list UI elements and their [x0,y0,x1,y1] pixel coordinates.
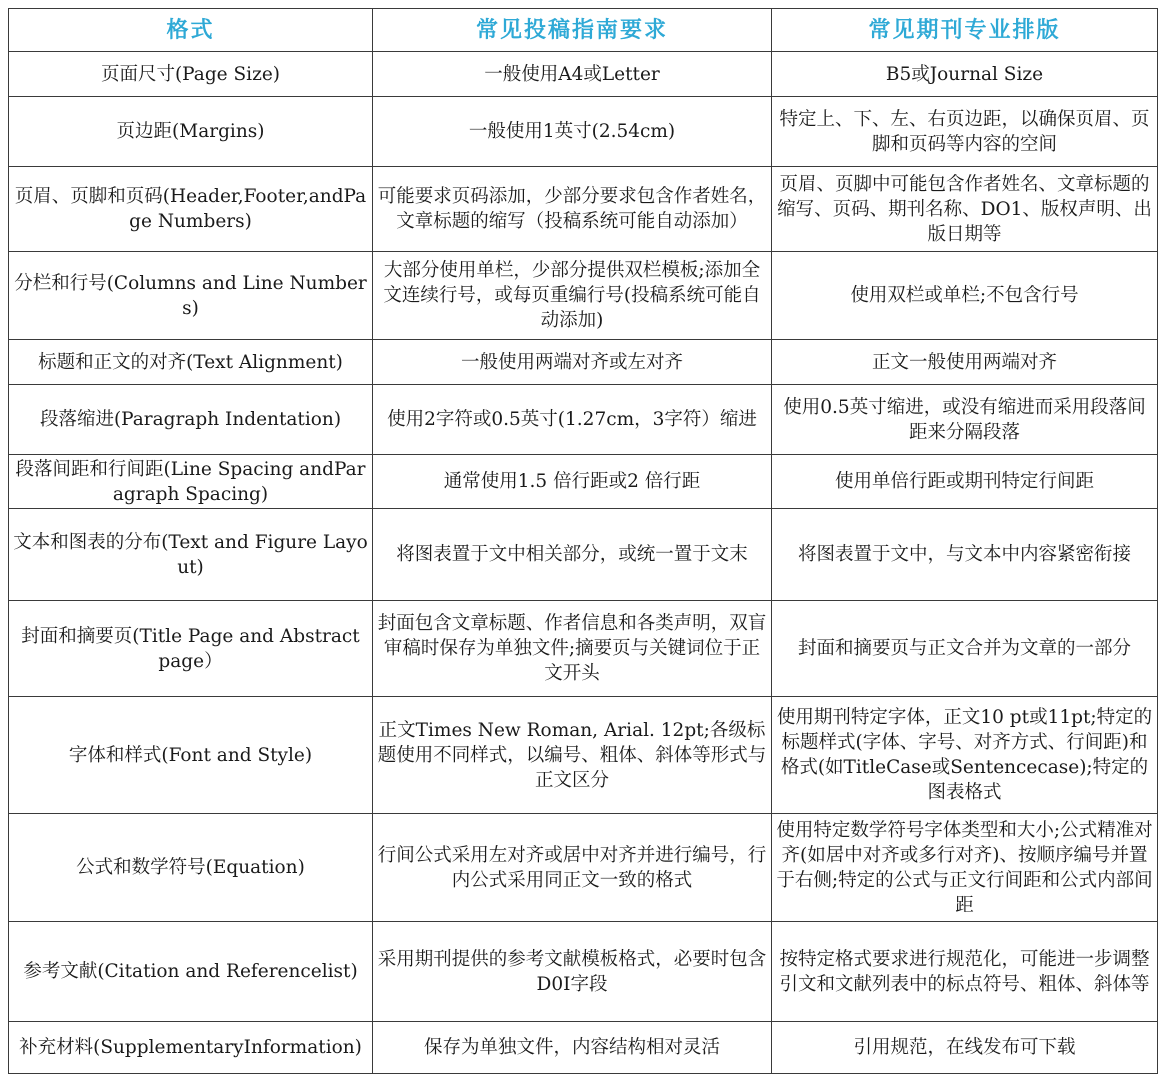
journal-cell: 特定上、下、左、右页边距，以确保页眉、页脚和页码等内容的空间 [772,97,1158,167]
submission-cell: 一般使用A4或Letter [373,52,772,97]
row-label: 文本和图表的分布(Text and Figure Layout) [9,509,373,601]
journal-cell: 使用特定数学符号字体类型和大小;公式精准对齐(如居中对齐或多行对齐)、按顺序编号并置于右侧;特定的公式与正文行间距和公式内部间距 [772,814,1158,922]
submission-cell: 通常使用1.5 倍行距或2 倍行距 [373,455,772,509]
table-row [9,509,1158,601]
submission-cell: 大部分使用单栏，少部分提供双栏模板;添加全文连续行号，或每页重编行号(投稿系统可能自动添加) [373,252,772,340]
submission-cell: 将图表置于文中相关部分，或统一置于文末 [373,509,772,601]
header-row [9,9,1158,52]
row-label: 分栏和行号(Columns and Line Numbers) [9,252,373,340]
row-label: 封面和摘要页(Title Page and Abstract page） [9,601,373,697]
table-row [9,922,1158,1022]
row-label: 公式和数学符号(Equation) [9,814,373,922]
table-row [9,455,1158,509]
table-row [9,1022,1158,1074]
row-label: 字体和样式(Font and Style) [9,697,373,814]
table-row [9,814,1158,922]
table-row [9,601,1158,697]
header-submission-guide: 常见投稿指南要求 [373,9,772,52]
submission-cell: 可能要求页码添加，少部分要求包含作者姓名，文章标题的缩写（投稿系统可能自动添加） [373,167,772,252]
journal-cell: 引用规范，在线发布可下载 [772,1022,1158,1074]
submission-cell: 行间公式采用左对齐或居中对齐并进行编号，行内公式采用同正文一致的格式 [373,814,772,922]
row-label: 补充材料(SupplementaryInformation) [9,1022,373,1074]
journal-cell: 封面和摘要页与正文合并为文章的一部分 [772,601,1158,697]
journal-cell: 页眉、页脚中可能包含作者姓名、文章标题的缩写、页码、期刊名称、DO1、版权声明、出版日期等 [772,167,1158,252]
submission-cell: 保存为单独文件，内容结构相对灵活 [373,1022,772,1074]
table-row [9,385,1158,455]
journal-cell: 使用双栏或单栏;不包含行号 [772,252,1158,340]
journal-cell: 按特定格式要求进行规范化，可能进一步调整引文和文献列表中的标点符号、粗体、斜体等 [772,922,1158,1022]
row-label: 页面尺寸(Page Size) [9,52,373,97]
table-row [9,167,1158,252]
journal-cell: 使用单倍行距或期刊特定行间距 [772,455,1158,509]
row-label: 参考文献(Citation and Referencelist) [9,922,373,1022]
submission-cell: 封面包含文章标题、作者信息和各类声明，双盲审稿时保存为单独文件;摘要页与关键词位于正文开头 [373,601,772,697]
format-comparison-table-wrapper [8,8,1157,1074]
table-row [9,52,1158,97]
row-label: 标题和正文的对齐(Text Alignment) [9,340,373,385]
submission-cell: 使用2字符或0.5英寸(1.27cm，3字符）缩进 [373,385,772,455]
submission-cell: 一般使用1英寸(2.54cm) [373,97,772,167]
header-journal-layout: 常见期刊专业排版 [772,9,1158,52]
header-format: 格式 [9,9,373,52]
journal-cell: B5或Journal Size [772,52,1158,97]
table-row [9,252,1158,340]
submission-cell: 正文Times New Roman, Arial. 12pt;各级标题使用不同样式，以编号、粗体、斜体等形式与正文区分 [373,697,772,814]
journal-cell: 将图表置于文中，与文本中内容紧密衔接 [772,509,1158,601]
row-label: 页边距(Margins) [9,97,373,167]
table-row [9,340,1158,385]
journal-cell: 使用期刊特定字体，正文10 pt或11pt;特定的标题样式(字体、字号、对齐方式、行间距)和格式(如TitleCase或Sentencecase);特定的图表格式 [772,697,1158,814]
row-label: 段落缩进(Paragraph Indentation) [9,385,373,455]
table-row [9,697,1158,814]
submission-cell: 一般使用两端对齐或左对齐 [373,340,772,385]
journal-cell: 正文一般使用两端对齐 [772,340,1158,385]
row-label: 页眉、页脚和页码(Header,Footer,andPage Numbers) [9,167,373,252]
journal-cell: 使用0.5英寸缩进，或没有缩进而采用段落间距来分隔段落 [772,385,1158,455]
table-row [9,97,1158,167]
submission-cell: 采用期刊提供的参考文献模板格式，必要时包含D0I字段 [373,922,772,1022]
format-comparison-table [8,8,1158,1074]
row-label: 段落间距和行间距(Line Spacing andParagraph Spacing) [9,455,373,509]
